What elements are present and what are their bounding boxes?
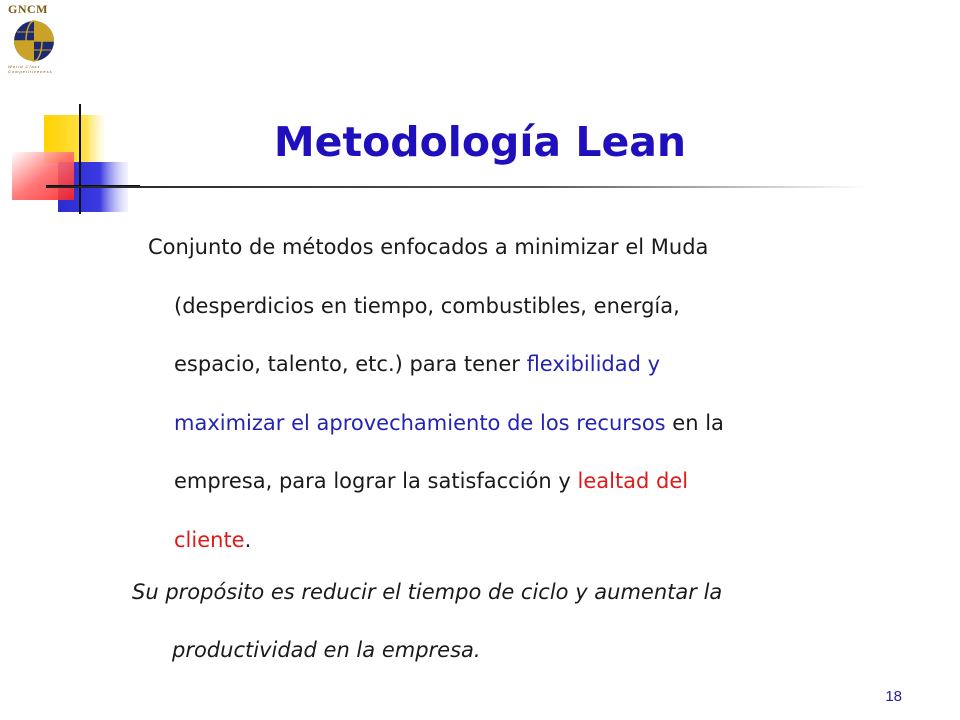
- purpose-statement: [132, 563, 892, 679]
- title-divider: [46, 186, 866, 188]
- purpose-line-2: productividad en la empresa.: [172, 638, 481, 662]
- definition-paragraph: [134, 218, 854, 569]
- plain-text: en la: [665, 410, 724, 435]
- paragraph-line-5: [134, 452, 854, 511]
- highlight-red-text: lealtad del: [577, 469, 689, 493]
- paragraph-line-1: Conjunto de métodos enfocados a minimizar el Muda: [148, 235, 709, 259]
- paragraph-line-4: [134, 394, 854, 453]
- paragraph-line-2: (desperdicios en tiempo, combustibles, energía,: [174, 293, 680, 318]
- paragraph-line-6: [134, 511, 854, 570]
- paragraph-line-3: [134, 335, 854, 394]
- plain-text: espacio, talento, etc.) para tener: [174, 352, 527, 376]
- purpose-line-1: Su propósito es reducir el tiempo de ciclo y aumentar la: [132, 580, 723, 604]
- highlight-blue-text: flexibilidad y: [526, 352, 661, 376]
- plain-text: .: [244, 527, 252, 552]
- globe-icon: [12, 19, 56, 63]
- plain-text: empresa, para lograr la satisfacción y: [174, 469, 578, 493]
- logo-tagline: World Class Competitiveness: [8, 64, 53, 74]
- highlight-red-text: cliente: [174, 527, 245, 552]
- gncm-logo: [4, 2, 62, 76]
- slide-title: Metodología Lean: [273, 118, 687, 166]
- highlight-blue-text: maximizar el aprovechamiento de los recursos: [174, 410, 666, 435]
- page-number: 18: [885, 688, 902, 705]
- logo-name: GNCM: [8, 2, 48, 16]
